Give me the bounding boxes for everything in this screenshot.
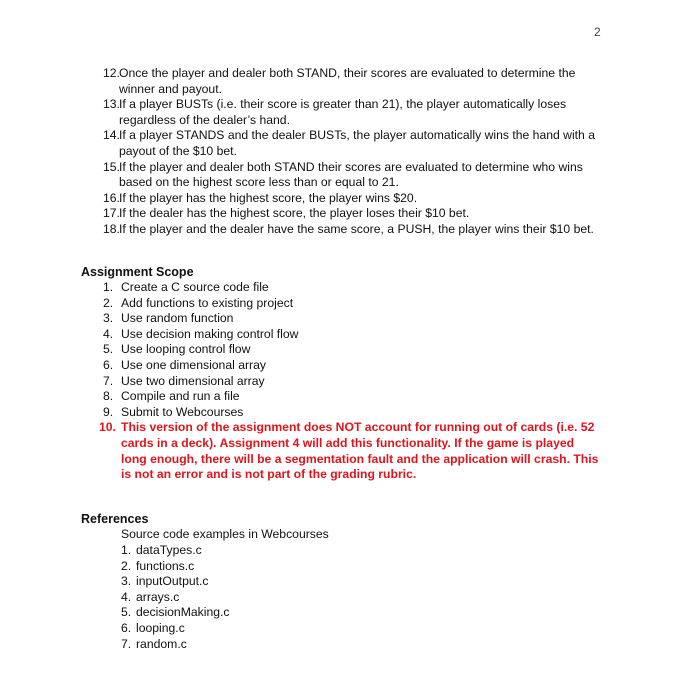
list-item [121,637,421,653]
list-item [103,280,603,296]
list-text: If the dealer has the highest score, the player loses their $10 bet. [119,206,470,221]
list-number: 8. [103,389,114,404]
scope-list [99,280,603,483]
list-text: Create a C source code file [121,280,269,294]
list-text: Use random function [121,311,234,326]
list-item [103,128,613,159]
references-intro: Source code examples in Webcourses [121,527,329,541]
list-item [103,191,613,207]
list-item [103,405,603,421]
list-text: If the player and the dealer have the same score, a PUSH, the player wins their $10 bet. [119,221,594,236]
list-number: 17. [103,206,120,221]
list-item [103,296,603,312]
section-heading-references: References [81,512,149,526]
list-number: 1. [121,543,132,557]
list-number: 3. [103,311,114,326]
list-text: Use decision making control flow [121,326,299,341]
list-item [121,543,421,559]
list-item [103,358,603,374]
list-text: If the player has the highest score, the player wins $20. [119,190,418,205]
list-number: 4. [103,326,114,341]
list-text: Use looping control flow [121,342,251,357]
list-text: Use one dimensional array [121,357,266,372]
list-text: arrays.c [136,589,180,604]
list-item [121,621,421,637]
list-text: Use two dimensional array [121,373,265,388]
list-text: Submit to Webcourses [121,404,244,419]
list-number: 5. [103,342,114,357]
list-number: 15. [103,159,120,174]
list-number: 6. [121,620,132,635]
list-text: decisionMaking.c [136,605,230,620]
list-number: 2. [103,295,114,310]
list-item [103,374,603,390]
list-text: random.c [136,636,187,651]
list-item [103,327,603,343]
list-text: looping.c [136,620,185,635]
list-number: 1. [103,280,114,294]
list-item [121,605,421,621]
warning-text: This version of the assignment does NOT account for running out of cards (i.e. 52 cards in a deck). Assignment 4 will add this functionality. If the game is played long enough, there will be a segmentation fault and the application will crash. This is not an error and is not part of the grading rubric. [121,420,599,482]
list-item [103,389,603,405]
list-number: 13. [103,97,120,112]
list-number: 18. [103,221,120,236]
list-text: If a player BUSTs (i.e. their score is greater than 21), the player automatically loses regardless of the dealer’s hand. [119,97,567,127]
list-text: inputOutput.c [136,574,209,589]
list-number: 12. [103,66,120,80]
list-number: 14. [103,128,120,143]
list-number: 3. [121,574,132,589]
list-number: 10. [99,420,116,435]
list-number: 7. [121,636,132,651]
list-text: If the player and dealer both STAND their scores are evaluated to determine who wins based on the highest score less than or equal to 21. [119,159,583,190]
list-number: 7. [103,373,114,388]
list-item [121,590,421,606]
list-number: 6. [103,357,114,372]
page-number: 2 [594,25,601,39]
list-text: Once the player and dealer both STAND, their scores are evaluated to determine the winner and payout. [119,66,576,96]
list-item [103,342,603,358]
list-number: 9. [103,404,114,419]
list-number: 2. [121,558,132,573]
list-text: Compile and run a file [121,389,240,404]
references-list [121,543,421,652]
list-text: dataTypes.c [136,543,202,557]
list-item [121,559,421,575]
list-text: functions.c [136,558,195,573]
list-item [103,66,613,97]
list-item [103,222,613,238]
list-number: 4. [121,589,132,604]
list-text: Add functions to existing project [121,295,294,310]
list-number: 16. [103,190,120,205]
list-item [103,311,603,327]
list-item [103,160,613,191]
list-number: 5. [121,605,132,620]
list-item [121,574,421,590]
list-text: If a player STANDS and the dealer BUSTs, the player automatically wins the hand with a payout of the $10 bet. [119,128,596,158]
list-item [103,97,613,128]
list-item [103,206,613,222]
warning-list-item [99,420,603,482]
section-heading-assignment-scope: Assignment Scope [81,265,194,279]
rules-list [103,66,613,238]
